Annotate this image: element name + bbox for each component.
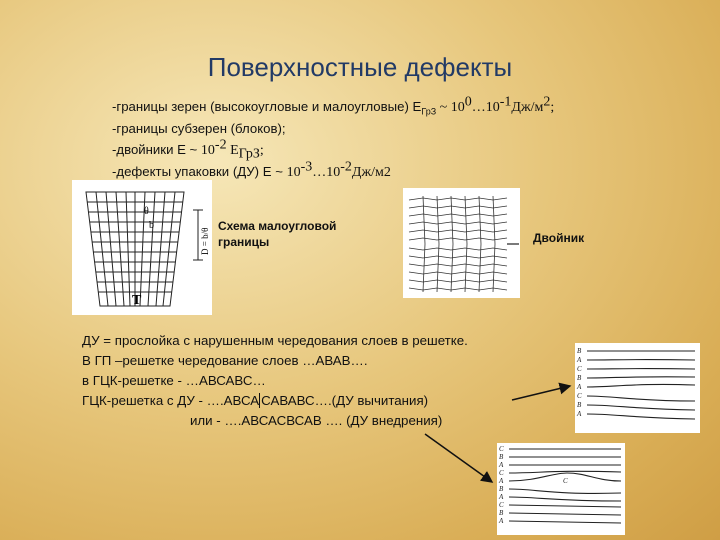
layer-label: C: [577, 365, 582, 373]
subscript: ГрЗ: [421, 106, 437, 117]
stacking-line-4: [82, 391, 468, 411]
layer-label: C: [499, 469, 504, 477]
caption-line: Схема малоугловой: [218, 219, 337, 233]
layer-label: C: [499, 501, 504, 509]
theta-label: θ: [144, 206, 149, 217]
punct: ;: [550, 100, 555, 115]
defect-twins: [112, 139, 712, 161]
stacking-line-1: ДУ = прослойка с нарушенным чередования слоев в решетке.: [82, 333, 468, 348]
insertion-fault-figure: [497, 443, 625, 535]
layer-label: A: [577, 410, 582, 418]
caption-line: границы: [218, 235, 270, 249]
layer-label: A: [577, 383, 582, 391]
extra-layer-label: C: [563, 477, 568, 485]
stacking-line-2: В ГП –решетке чередование слоев …АВАВ….: [82, 353, 368, 368]
defects-list: [112, 96, 712, 183]
layer-label: A: [499, 517, 504, 525]
layer-label: B: [499, 485, 504, 493]
twin-diagram: [403, 188, 520, 298]
low-angle-boundary-figure: [72, 180, 212, 315]
value: 10: [200, 143, 215, 158]
superscript: -2: [214, 137, 227, 153]
arrow-to-insertion-fault: [425, 434, 492, 482]
defect-text: -двойники Е ~: [112, 142, 201, 157]
defect-text: -границы зерен (высокоугловые и малоугловые) Е: [112, 99, 422, 114]
layer-label: C: [577, 392, 582, 400]
layer-label: A: [499, 477, 504, 485]
twin-figure: [403, 188, 520, 298]
subtraction-fault-diagram: [575, 343, 700, 433]
value: …10: [471, 100, 500, 115]
slide-title: Поверхностные дефекты: [207, 52, 513, 82]
layer-label: B: [499, 509, 504, 517]
layer-label: B: [577, 401, 582, 409]
defect-grain-boundaries: [112, 96, 712, 118]
insertion-fault-diagram: [497, 443, 625, 535]
layer-label: A: [499, 461, 504, 469]
spacing-formula: D = b/θ: [200, 227, 210, 255]
layer-label: B: [577, 374, 582, 382]
punct: ;: [259, 143, 264, 158]
value: ~ 10: [436, 100, 465, 115]
stacking-line-3: в ГЦК-решетке - …АВСАВС…: [82, 373, 266, 388]
stacking-line-5: или - ….АВСАСВСАВ …. (ДУ внедрения): [190, 413, 443, 428]
value: Е: [226, 143, 239, 158]
b-label: b: [149, 220, 154, 231]
defect-subgrain-boundaries: -границы субзерен (блоков);: [112, 121, 286, 136]
superscript: -1: [499, 94, 512, 110]
unit: Дж/м2: [351, 165, 391, 180]
stacking-seq-b: САВАВС….(ДУ вычитания): [261, 393, 429, 408]
value: …10: [312, 165, 341, 180]
low-angle-caption: [218, 218, 336, 250]
defect-text: -дефекты упаковки (ДУ) Е ~: [112, 164, 287, 179]
layer-label: A: [499, 493, 504, 501]
superscript: 2: [543, 94, 551, 110]
stacking-fault-text: [82, 331, 468, 431]
value: 10: [286, 165, 301, 180]
arrow-to-subtraction-fault: [512, 386, 570, 400]
layer-label: B: [499, 453, 504, 461]
superscript: 0: [464, 94, 472, 110]
unit: Дж/м: [511, 100, 544, 115]
superscript: -3: [300, 159, 313, 175]
layer-label: A: [577, 356, 582, 364]
superscript: -2: [340, 159, 352, 175]
twin-caption: Двойник: [533, 231, 585, 245]
low-angle-boundary-diagram: [72, 180, 212, 315]
layer-label: C: [499, 445, 504, 453]
layer-label: B: [577, 347, 582, 355]
stacking-seq-a: ГЦК-решетка с ДУ - ….АВСА: [82, 393, 260, 408]
subscript: ГрЗ: [238, 146, 260, 162]
subtraction-fault-figure: [575, 343, 700, 433]
dislocation-symbol: T: [132, 293, 142, 308]
